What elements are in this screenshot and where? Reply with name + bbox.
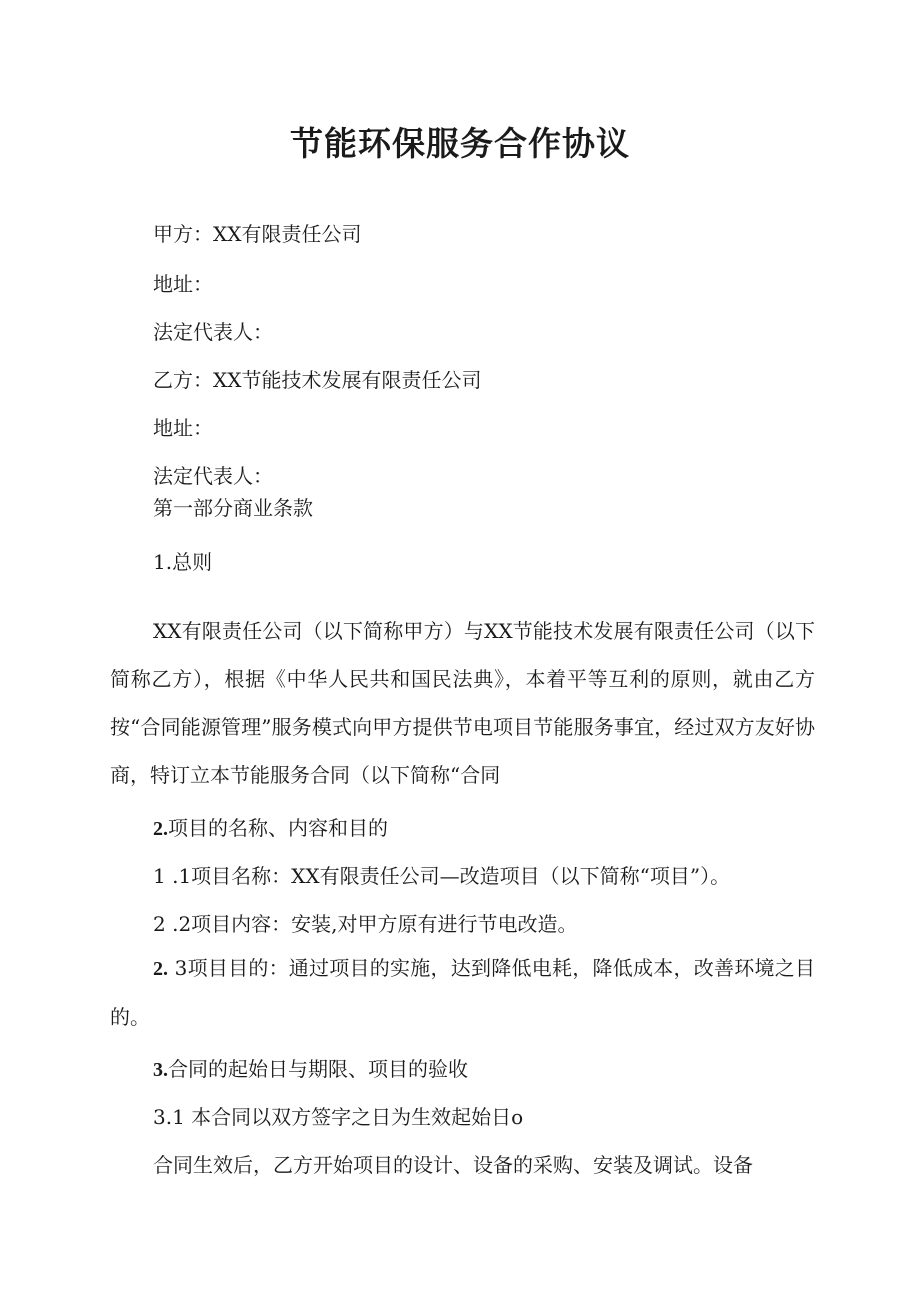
address-b: 地址： [153,416,213,440]
item-2-3-text: 3项目目的：通过项目的实施，达到降低电耗，降低成本，改善环境之目的。 [110,956,815,1029]
section1-paragraph: XX有限责任公司（以下简称甲方）与XX节能技术发展有限责任公司（以下简称乙方），根据《中华人民共和国民法典》，本着平等互利的原则，就由乙方按“合同能源管理”服务模式向甲方提供节电项目节能服务事宜，经过双方友好协商，特订立本节能服务合同（以下简称“合同 [110,619,815,787]
section3-number: 3. [153,1059,168,1081]
section1-heading: 1.总则 [153,550,213,574]
legal-rep-a: 法定代表人： [153,320,273,344]
section2-heading [153,812,388,841]
party-a: 甲方：XX有限责任公司 [153,222,362,246]
party-b: 乙方：XX节能技术发展有限责任公司 [153,368,482,392]
item-2-3-number: 2. [153,958,168,980]
legal-rep-b: 法定代表人： [153,464,273,488]
address-a: 地址： [153,272,213,296]
section2-number: 2. [153,818,168,840]
section2-title: 项目的名称、内容和目的 [168,816,388,840]
document-title: 节能环保服务合作协议 [290,124,630,163]
item-3-1: 3.1 本合同以双方签字之日为生效起始日o [153,1105,524,1129]
item-2-1: 1 .1项目名称：XX有限责任公司—改造项目（以下简称“项目”）。 [153,864,731,888]
part1-heading: 第一部分商业条款 [153,496,313,520]
item-2-3 [110,944,815,1041]
section3-heading [153,1053,468,1082]
section3-paragraph: 合同生效后，乙方开始项目的设计、设备的采购、安装及调试。设备 [153,1153,753,1177]
item-2-2: 2 .2项目内容：安装,对甲方原有进行节电改造。 [153,912,578,936]
section3-title: 合同的起始日与期限、项目的验收 [168,1057,468,1081]
